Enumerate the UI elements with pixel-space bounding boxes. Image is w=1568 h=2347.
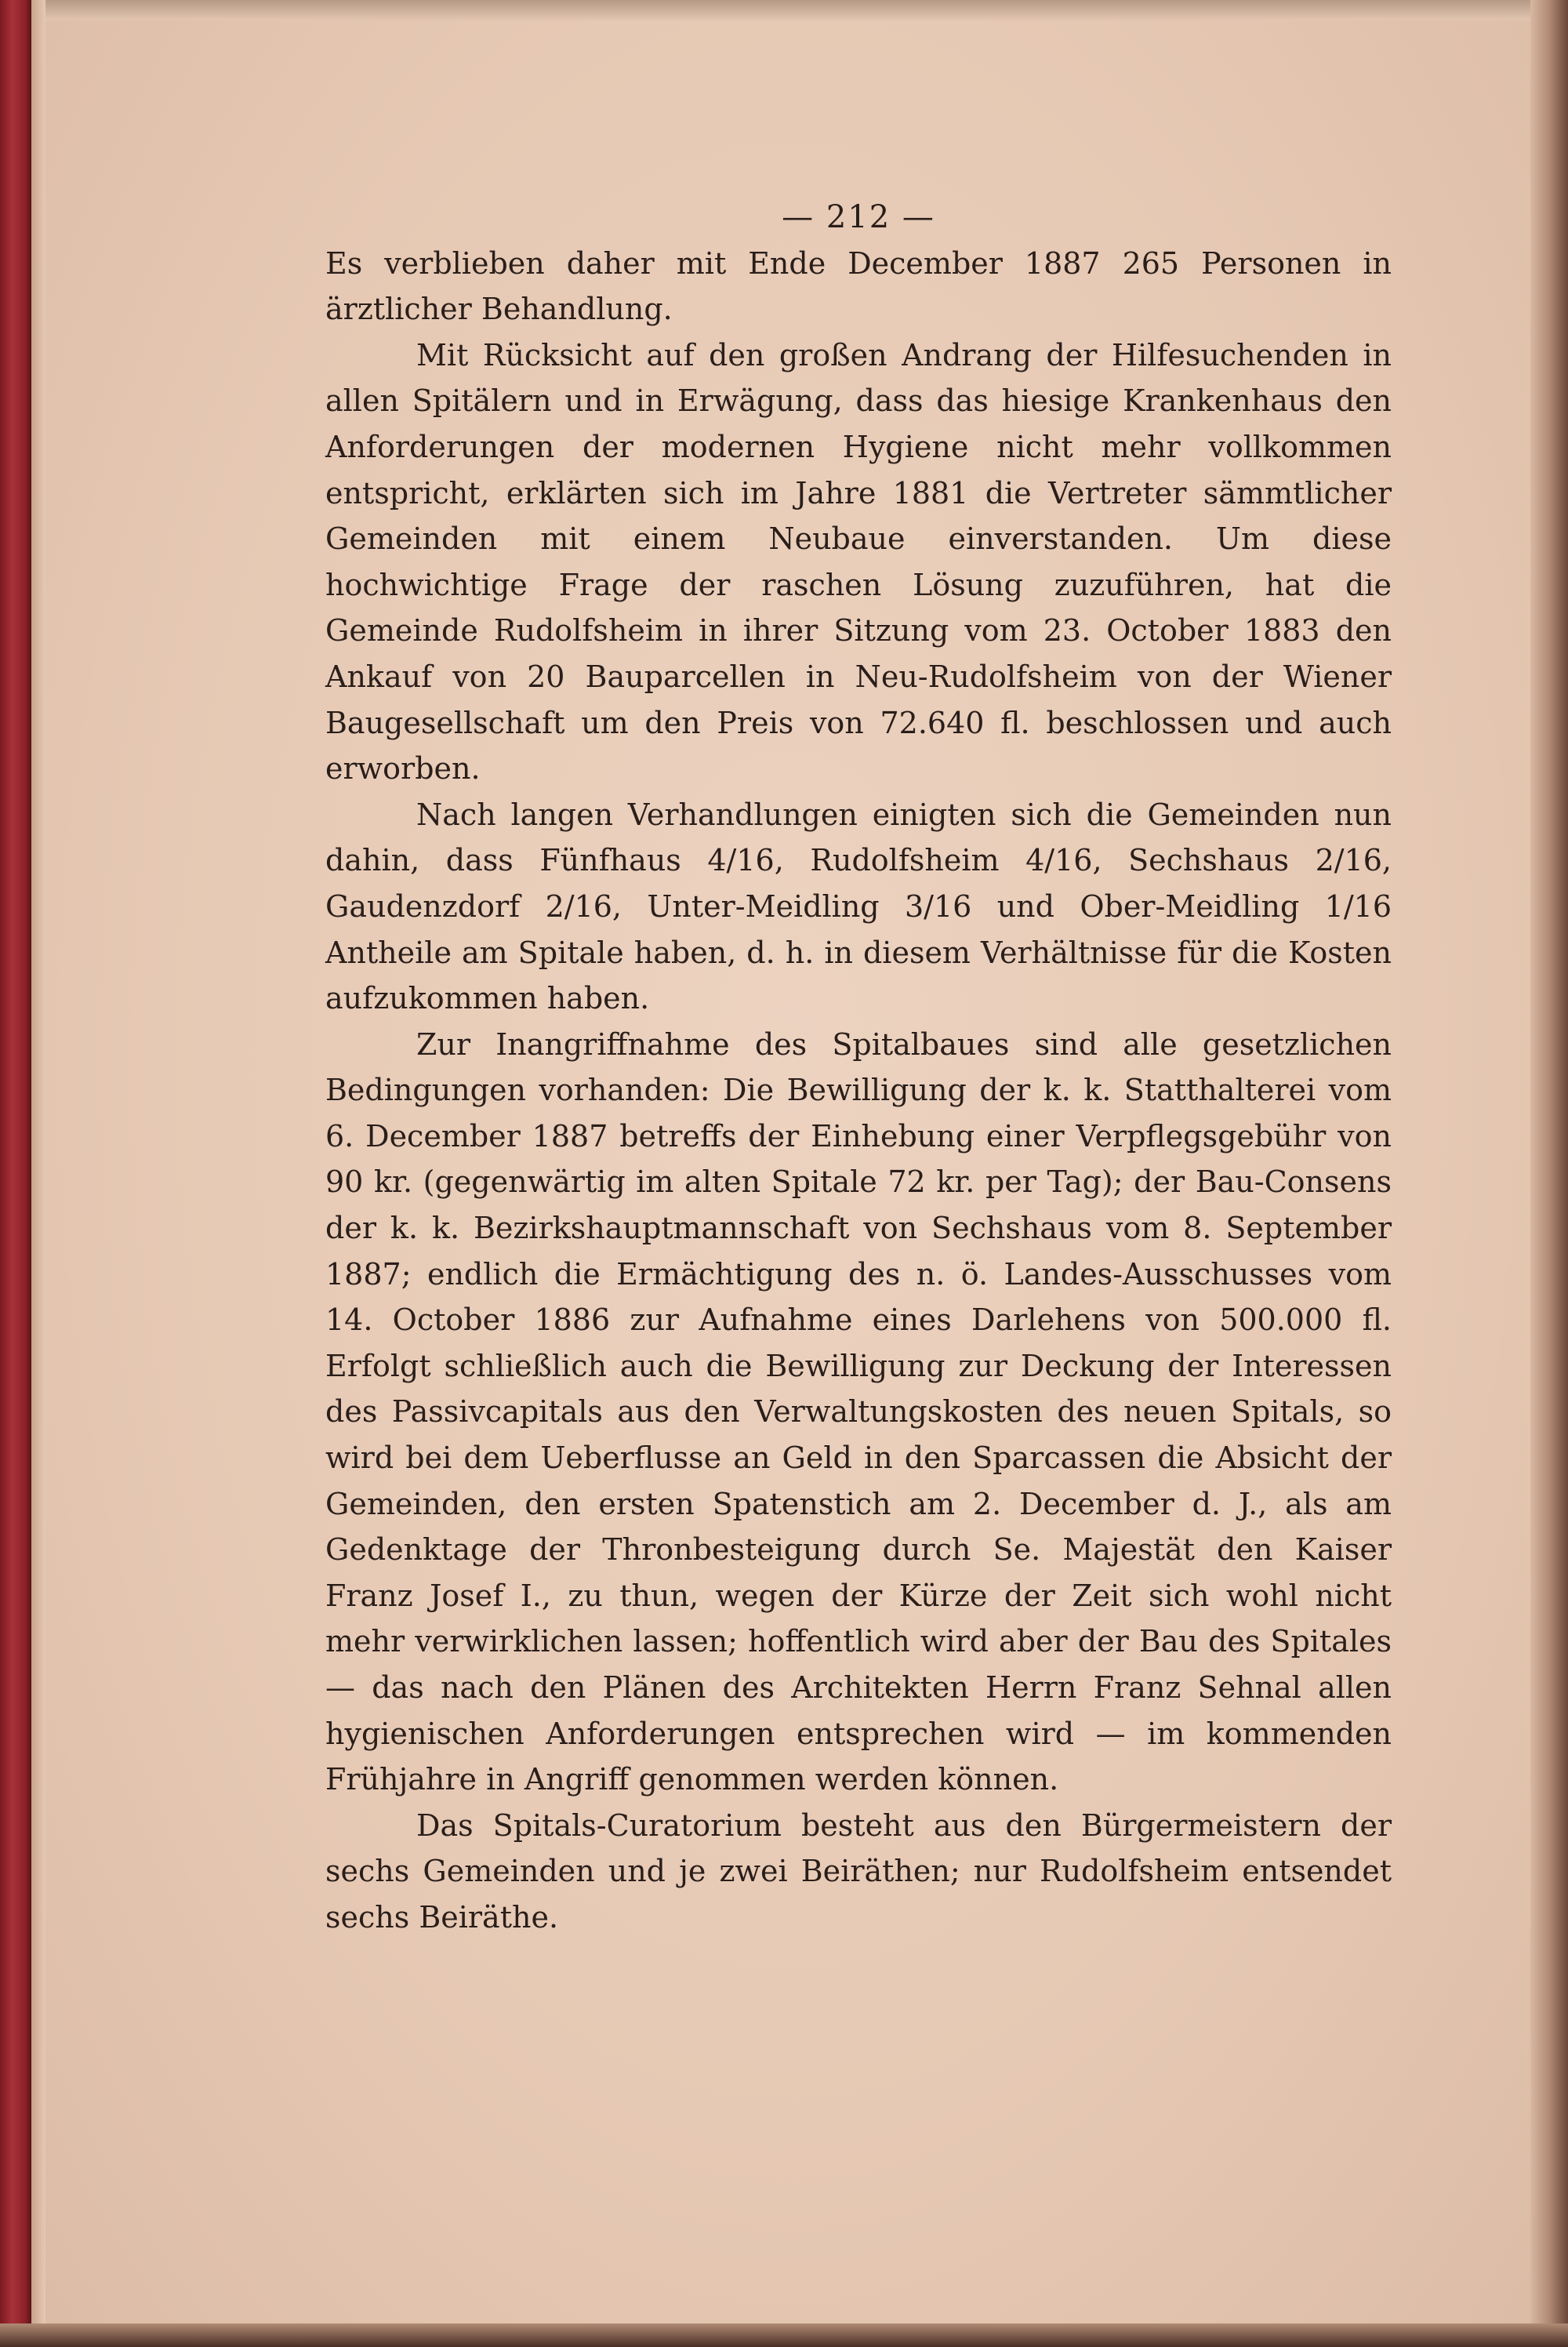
page-gutter	[31, 0, 45, 2347]
page-top-edge	[45, 0, 1530, 20]
page-right-edge	[1530, 0, 1568, 2347]
page-bottom-edge	[0, 2323, 1568, 2347]
paragraph-1: Es verblieben daher mit Ende December 1887 265 Personen in ärztlicher Behandlung.	[325, 245, 1392, 327]
paragraph-2: Mit Rücksicht auf den großen Andrang der Hilfesuchenden in allen Spitälern und in Erwägung, dass das hiesige Krankenhaus den Anforderungen der modernen Hygiene nicht mehr vollkommen entspricht, erklärten sich im Jahre 1881 die Vertreter sämmtlicher Gemeinden mit einem Neubaue einverstanden. Um diese hochwichtige Frage der raschen Lösung zuzuführen, hat die Gemeinde Rudolfsheim in ihrer Sitzung vom 23. October 1883 den Ankauf von 20 Bauparcellen in Neu-Rudolfsheim von der Wiener Baugesellschaft um den Preis von 72.640 fl. beschlossen und auch erworben.	[325, 337, 1392, 787]
paragraph-4: Zur Inangriffnahme des Spitalbaues sind alle gesetzlichen Bedingungen vorhanden: Die Bewilligung der k. k. Statthalterei vom 6. December 1887 betreffs der Einhebung einer Verpflegsgebühr von 90 kr. (gegenwärtig im alten Spitale 72 kr. per Tag); der Bau-Consens der k. k. Bezirkshauptmannschaft von Sechshaus vom 8. September 1887; endlich die Ermächtigung des n. ö. Landes-Ausschusses vom 14. October 1886 zur Aufnahme eines Darlehens von 500.000 fl. Erfolgt schließlich auch die Bewilligung zur Deckung der Interessen des Passivcapitals aus den Verwaltungskosten des neuen Spitals, so wird bei dem Ueberflusse an Geld in den Sparcassen die Absicht der Gemeinden, den ersten Spatenstich am 2. December d. J., als am Gedenktage der Thronbesteigung durch Se. Majestät den Kaiser Franz Josef I., zu thun, wegen der Kürze der Zeit sich wohl nicht mehr verwirklichen lassen; hoffentlich wird aber der Bau des Spitales — das nach den Plänen des Architekten Herrn Franz Sehnal allen hygienischen Anforderungen entsprechen wird — im kommenden Frühjahre in Angriff genommen werden können.	[325, 1026, 1392, 1797]
paragraph-3: Nach langen Verhandlungen einigten sich die Gemeinden nun dahin, dass Fünfhaus 4/16, Rudolfsheim 4/16, Sechshaus 2/16, Gaudenzdorf 2/16, Unter-Meidling 3/16 und Ober-Meidling 1/16 Antheile am Spitale haben, d. h. in diesem Verhältnisse für die Kosten aufzukommen haben.	[325, 797, 1392, 1016]
page-number: — 212 —	[782, 199, 935, 235]
paragraph-5: Das Spitals-Curatorium besteht aus den Bürgermeistern der sechs Gemeinden und je zwei Beiräthen; nur Rudolfsheim entsendet sechs Beiräthe.	[325, 1807, 1392, 1935]
page-text-block	[325, 194, 1392, 1941]
book-binding-edge	[0, 0, 31, 2347]
